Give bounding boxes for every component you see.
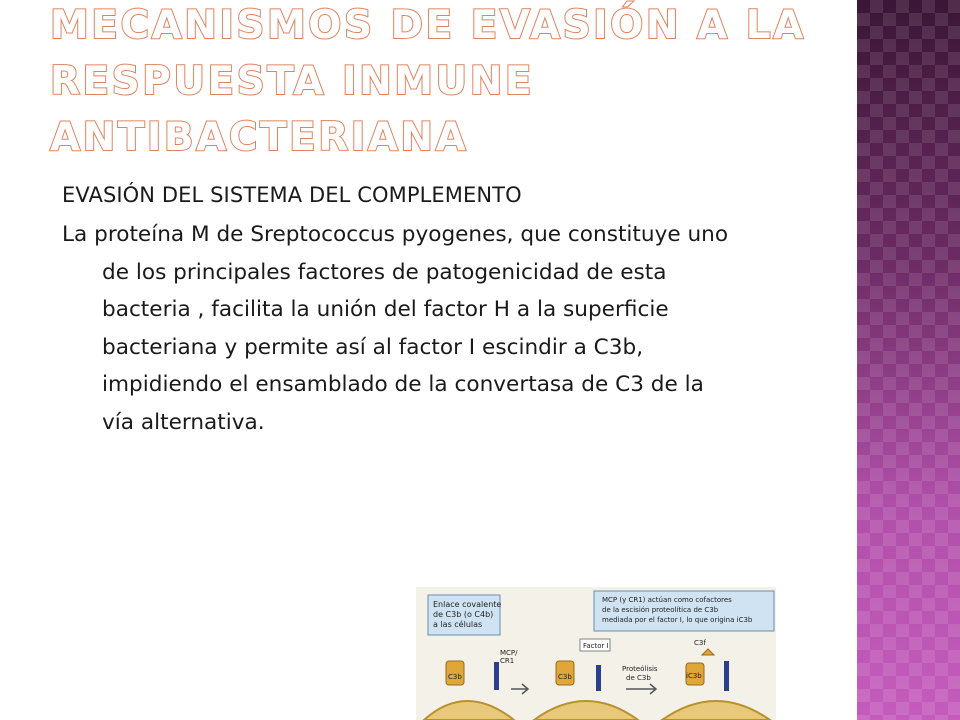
proteolysis-label-2: de C3b [626, 674, 651, 682]
body-paragraph: La proteína M de Sreptococcus pyogenes, que constituye uno de los principales factores de patogenicidad de esta bacteria , facilita la unión del factor H a la superficie bacteriana y permite así al factor I escindir a C3b, impidiendo el ensamblado de la convertasa de C3 de la vía alternativa. [62, 222, 729, 435]
section-heading: EVASIÓN DEL SISTEMA DEL COMPLEMENTO [62, 183, 522, 207]
box-left-line-3: a las células [433, 620, 483, 629]
c3f-label: C3f [694, 639, 706, 647]
factor-i-label: Factor I [583, 642, 609, 650]
box-right-line-2: de la escisión proteolítica de C3b [602, 606, 719, 614]
complement-diagram [416, 587, 776, 720]
c3b-label-1: C3b [448, 673, 462, 681]
cell-surface-1 [424, 701, 514, 720]
mcp-receptor-3 [724, 661, 729, 691]
c3f-fragment [702, 649, 714, 655]
box-left-line-1: Enlace covalente [433, 600, 502, 609]
decorative-side-band [857, 0, 960, 720]
mcp-receptor-1 [494, 662, 499, 690]
proteolysis-label-1: Proteólisis [622, 665, 658, 673]
box-left-line-2: de C3b (o C4b) [433, 610, 494, 619]
box-right-line-3: mediada por el factor I, lo que origina iC3b [602, 616, 753, 624]
mcp-label-2: CR1 [500, 657, 515, 665]
mcp-receptor-2 [596, 665, 601, 691]
diagram-svg [416, 587, 776, 720]
slide-title: MECANISMOS DE EVASIÓN A LA RESPUESTA INMUNE ANTIBACTERIANA [50, 3, 806, 160]
mcp-label-1: MCP/ [500, 649, 518, 657]
cell-surface-3 [662, 701, 770, 720]
arrow-step-2 [626, 684, 656, 694]
cell-surface-2 [534, 701, 638, 720]
box-right-line-1: MCP (y CR1) actúan como cofactores [602, 596, 732, 604]
ic3b-label: iC3b [686, 672, 702, 680]
c3b-label-2: C3b [558, 673, 572, 681]
arrow-step-1 [511, 684, 528, 694]
slide-body [62, 178, 732, 441]
